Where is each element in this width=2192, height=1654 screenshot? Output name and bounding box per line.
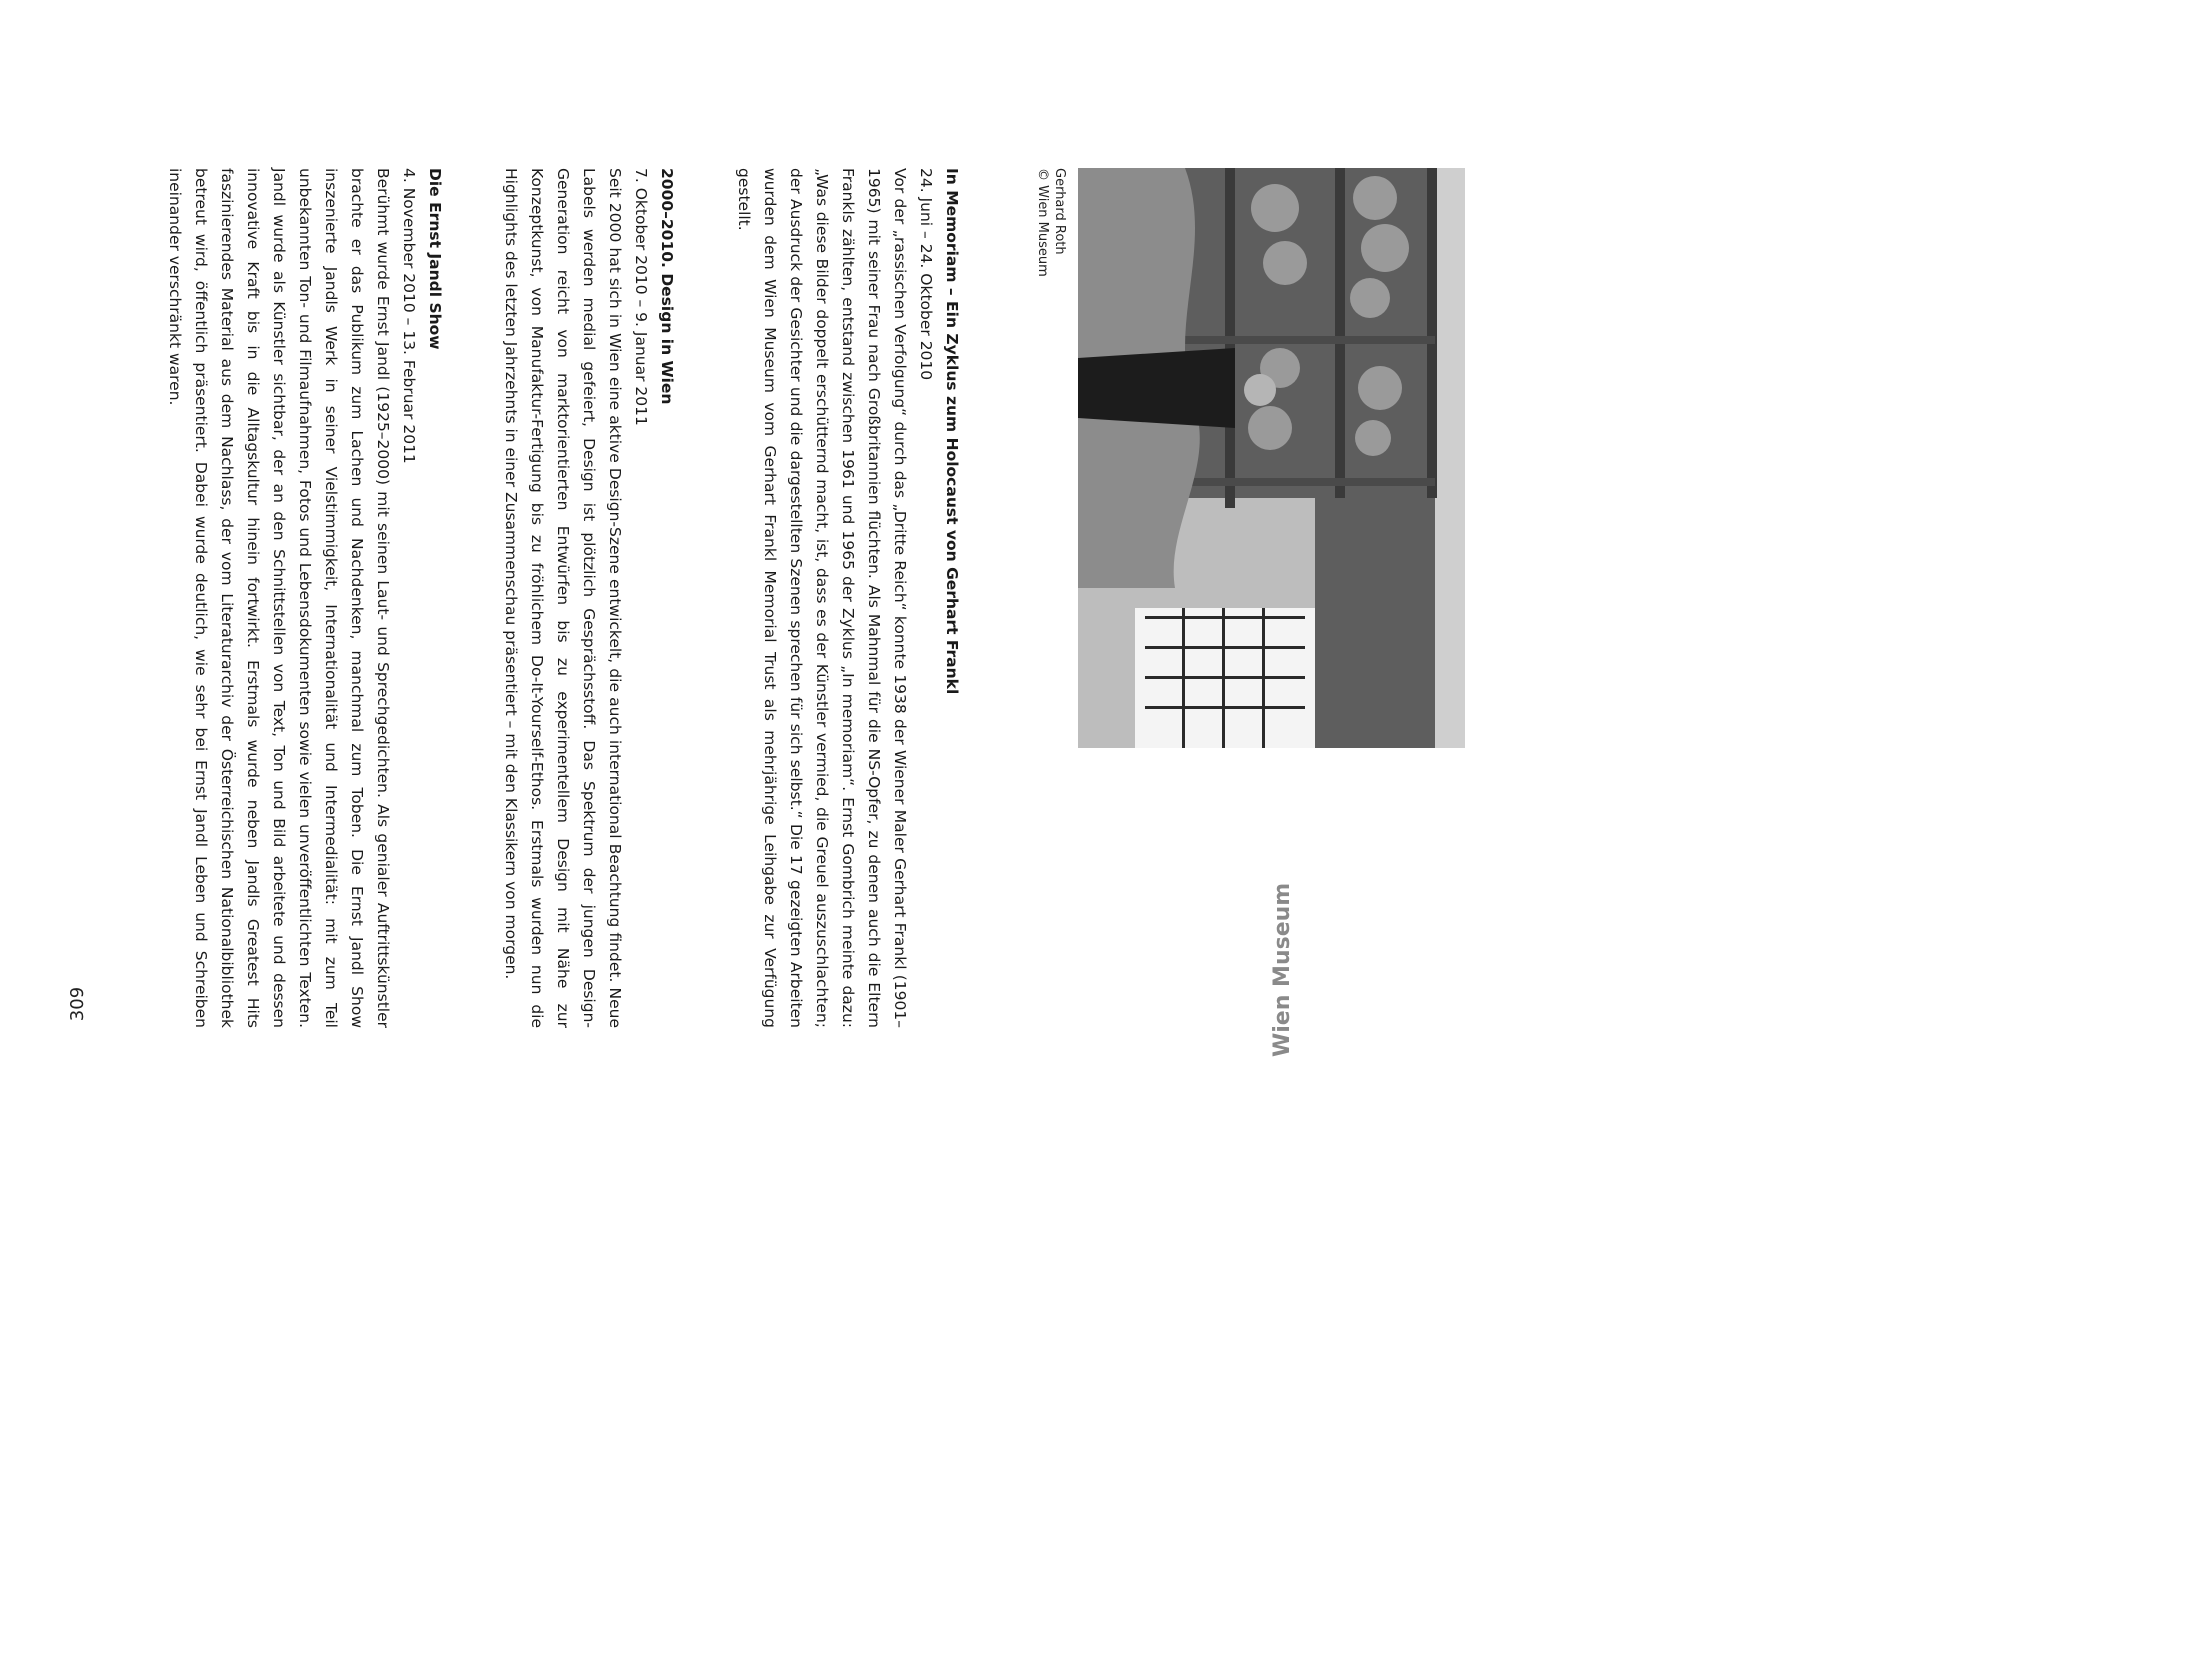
article-date: 4. November 2010 – 13. Februar 2011 bbox=[400, 168, 418, 464]
sculpture-room-image bbox=[1078, 168, 1465, 748]
article-body: Vor der „rassischen Verfolgung“ durch das „Dritte Reich“ konnte 1938 der Wiener Maler Gerhart Frankl (1901–1965) mit seiner Frau nach Großbritannien flüchten. Als Mahnmal für die NS-Opfer, zu denen auch die Eltern Frankls zählten, entstand zwischen 1961 und 1965 der Zyklus „In memoriam“. Ernst Gombrich meinte dazu: „Was diese Bilder doppelt erschütternd macht, ist, dass es der Künstler vermied, die Greuel auszuschlachten; der Ausdruck der Gesichter und die dargestellten Szenen sprechen für sich selbst.“ Die 17 gezeigten Arbeiten wurden dem Wien Museum vom Gerhart Frankl Memorial Trust als mehrjährige Leihgabe zur Verfügung gestellt. bbox=[735, 168, 909, 1028]
article-ernst-jandl-show bbox=[162, 168, 448, 1028]
page-number: 309 bbox=[67, 986, 88, 1022]
article-design-in-wien bbox=[498, 168, 680, 1028]
article-title: In Memoriam – Ein Zyklus zum Holocaust von Gerhart Frankl bbox=[943, 168, 961, 695]
credit-line-copyright: © Wien Museum bbox=[1035, 168, 1050, 277]
article-title: 2000–2010. Design in Wien bbox=[658, 168, 676, 405]
article-body: Berühmt wurde Ernst Jandl (1925–2000) mit seinen Laut- und Sprechgedichten. Als genialer Auftrittskünstler brachte er das Publikum zum Lachen und Nachdenken, manchmal zum Toben. Die Ernst Jandl Show inszenierte Jandls Werk in seiner Vielstimmigkeit, Internationalität und Intermedialität: mit zum Teil unbekannten Ton- und Filmaufnahmen, Fotos und Lebensdokumenten sowie vielen unveröffentlichten Texten. Jandl wurde als Künstler sichtbar, der an den Schnittstellen von Text, Ton und Bild arbeitete und dessen innovative Kraft bis in die Alltagskultur hinein fortwirkt. Erstmals wurde neben Jandls Greatest Hits faszinierendes Material aus dem Nachlass, der vom Literaturarchiv der Österreichischen Nationalbibliothek betreut wird, öffentlich präsentiert. Dabei wurde deutlich, wie sehr bei Ernst Jandl Leben und Schreiben ineinander verschränkt waren. bbox=[166, 168, 392, 1028]
article-date: 7. Oktober 2010 – 9. Januar 2011 bbox=[632, 168, 650, 426]
article-in-memoriam bbox=[731, 168, 965, 1028]
photo-credit bbox=[1034, 168, 1068, 368]
brand-name: Wien Museum bbox=[1270, 882, 1295, 1057]
article-title: Die Ernst Jandl Show bbox=[426, 168, 444, 350]
article-body: Seit 2000 hat sich in Wien eine aktive Design-Szene entwickelt, die auch international Beachtung findet. Neue Labels werden medial gefeiert, Design ist plötzlich Gesprächsstoff. Das Spektrum der jungen Design-Generation reicht von marktorientierten Entwürfen bis zu experimentellem Design mit Nähe zur Konzeptkunst, von Manufaktur-Fertigung bis zu fröhlichem Do-It-Yourself-Ethos. Erstmals wurden nun die Highlights des letzten Jahrzehnts in einer Zusammenschau präsentiert – mit den Klassikern von morgen. bbox=[502, 168, 624, 1028]
exhibition-photo bbox=[1078, 168, 1465, 748]
article-date: 24. Juni – 24. Oktober 2010 bbox=[917, 168, 935, 381]
credit-line-artist: Gerhard Roth bbox=[1052, 168, 1067, 255]
